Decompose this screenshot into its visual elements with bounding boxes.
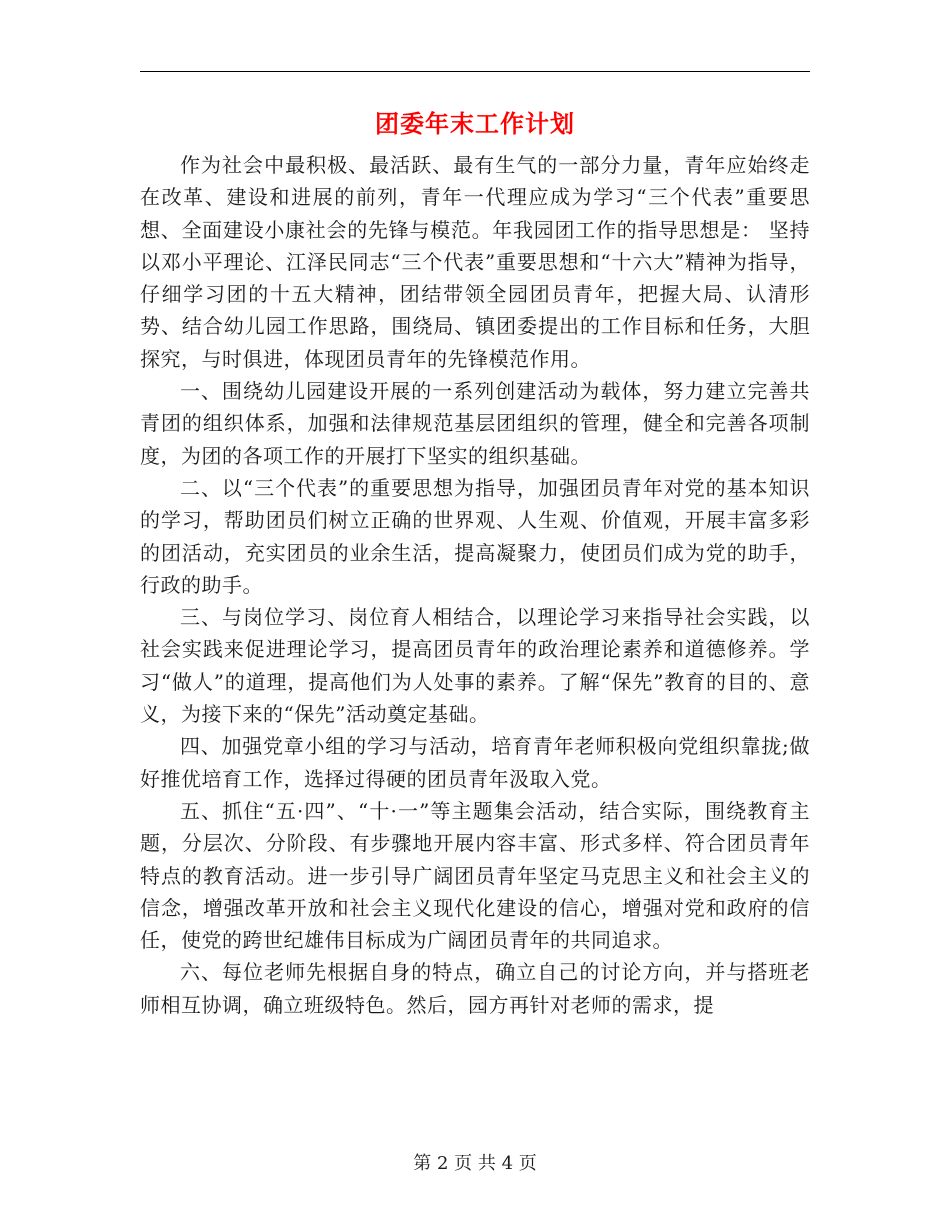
paragraph-item-3: 三、与岗位学习、岗位育人相结合，以理论学习来指导社会实践，以社会实践来促进理论学习，提高团员青年的政治理论素养和道德修养。学习“做人”的道理，提高他们为人处事的素养。了解“保先”教育的目的、意义，为接下来的“保先”活动奠定基础。 <box>140 605 810 727</box>
document-title: 团委年末工作计划 <box>375 109 575 138</box>
header-rule <box>140 71 810 72</box>
paragraph-item-4: 四、加强党章小组的学习与活动，培育青年老师积极向党组织靠拢;做好推优培育工作，选择过得硬的团员青年汲取入党。 <box>140 734 810 791</box>
paragraph-item-6: 六、每位老师先根据自身的特点，确立自己的讨论方向，并与搭班老师相互协调，确立班级特色。然后，园方再针对老师的需求，提 <box>140 960 810 1017</box>
paragraph-item-1: 一、围绕幼儿园建设开展的一系列创建活动为载体，努力建立完善共青团的组织体系，加强和法律规范基层团组织的管理，健全和完善各项制度，为团的各项工作的开展打下坚实的组织基础。 <box>140 379 810 468</box>
paragraph-intro: 作为社会中最积极、最活跃、最有生气的一部分力量，青年应始终走在改革、建设和进展的前列，青年一代理应成为学习“三个代表”重要思想、全面建设小康社会的先锋与模范。年我园团工作的指导思想是： 坚持以邓小平理论、江泽民同志“三个代表”重要思想和“十六大”精神为指导，仔细学习团的十五大精神，团结带领全园团员青年，把握大局、认清形势、结合幼儿园工作思路，围绕局、镇团委提出的工作目标和任务，大胆探究，与时俱进，体现团员青年的先锋模范作用。 <box>140 153 810 371</box>
paragraph-item-2: 二、以“三个代表”的重要思想为指导，加强团员青年对党的基本知识的学习，帮助团员们树立正确的世界观、人生观、价值观，开展丰富多彩的团活动，充实团员的业余生活，提高凝聚力，使团员们成为党的助手，行政的助手。 <box>140 475 810 597</box>
page-number-footer: 第 2 页 共 4 页 <box>413 1153 537 1174</box>
document-body <box>140 149 810 1021</box>
paragraph-item-5: 五、抓住“五·四”、“十·一”等主题集会活动，结合实际，围绕教育主题，分层次、分阶段、有步骤地开展内容丰富、形式多样、符合团员青年特点的教育活动。进一步引导广阔团员青年坚定马克思主义和社会主义的信念，增强改革开放和社会主义现代化建设的信心，增强对党和政府的信任，使党的跨世纪雄伟目标成为广阔团员青年的共同追求。 <box>140 798 810 953</box>
